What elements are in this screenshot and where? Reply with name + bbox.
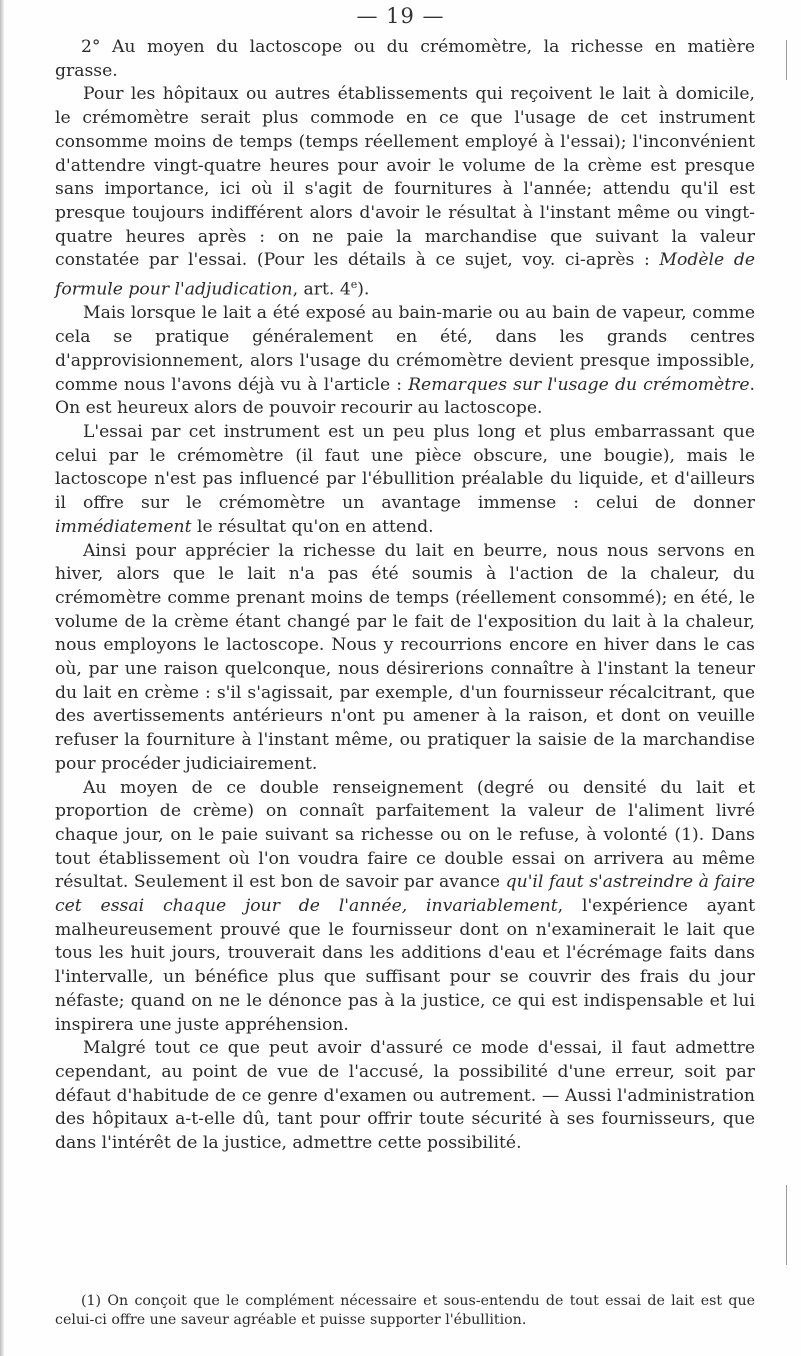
page-number: — 19 — — [356, 4, 445, 28]
paragraph-text: Mais lorsque le lait a été exposé au bain-marie ou au bain de vapeur, comme cela se pratique généralement en été, dans les grands centres d'approvisionnement, alors l'usage du crémomètre devient presque impossible, comme nous l'avons déjà vu à l'article : — [55, 303, 755, 395]
paragraph-text: Pour les hôpitaux ou autres établissements qui reçoivent le lait à domicile, le crémomètre serait plus commode en ce que l'usage de cet instrument consomme moins de temps (temps réellement employé à l'essai); l'inconvénient d'attendre vingt-quatre heures pour avoir le volume de la crème est presque sans importance, ici où il s'agit de fournitures à l'année; attendu qu'il est presque toujours indifférent alors d'avoir le résultat à l'instant même ou vingt-quatre heures après : on ne paie la marchandise que suivant la valeur constatée par l'essai. (Pour les détails à ce sujet, voy. ci-après : — [55, 84, 755, 271]
italic-text: Modèle de formule pour l'adjudication — [55, 250, 755, 300]
paragraph-text: ). — [357, 279, 370, 300]
paragraph-text: L'essai par cet instrument est un peu plus long et plus embarrassant que celui par le crémomètre (il faut une pièce obscure, une bougie), mais le lactoscope n'est pas influencé par l'ébullition préalable du liquide, et d'ailleurs il offre sur le crémomètre un avantage immense : celui de donner — [55, 421, 755, 514]
italic-text: Remarques sur l'usage du crémomètre — [408, 374, 750, 395]
italic-text: qu'il faut s'astreindre à faire cet essai chaque jour de l'année, invariablement — [55, 872, 755, 917]
paragraph — [55, 1037, 755, 1156]
paragraph — [55, 83, 755, 302]
paragraph-text: Ainsi pour apprécier la richesse du lait en beurre, nous nous servons en hiver, alors que le lait n'a pas été soumis à l'action de la chaleur, du crémomètre comme prenant moins de temps (réellement consommé); en été, le volume de la crème étant changé par le fait de l'exposition du lait à la chaleur, nous employons le lactoscope. Nous y recourrions encore en hiver dans le cas où, par une raison quelconque, nous désirerions connaître à l'instant la teneur du lait en crème : s'il s'agissait, par exemple, d'un fournisseur récalcitrant, que des avertissements antérieurs n'ont pu amener à la raison, et dont on veuille refuser la fourniture à l'instant même, ou pratiquer la saisie de la marchandise pour procéder judiciairement. — [55, 540, 755, 774]
paragraph-text: Au moyen de ce double renseignement (degré ou densité du lait et proportion de crème) on connaît parfaitement la valeur de l'aliment livré chaque jour, on le paie suivant sa richesse ou on le refuse, à volonté (1). Dans tout établissement où l'on voudra faire ce double essai on arrivera au même résultat. Seulement il est bon de savoir par avance — [55, 777, 755, 893]
paragraph-text: . On est heureux alors de pouvoir recourir au lactoscope. — [55, 374, 755, 419]
paragraph-text: 2° Au moyen du lactoscope ou du crémomètre, la richesse en matière grasse. — [55, 37, 755, 81]
paragraph-text: , l'expérience ayant malheureusement prouvé que le fournisseur dont on n'examinerait le lait que tous les huit jours, trouverait dans les additions d'eau et l'écrémage faits dans l'intervalle, un bénéfice plus que suffisant pour se couvrir des frais du jour néfaste; quand on ne le dénonce pas à la justice, ce qui est indispensable et lui inspirera une juste appréhension. — [55, 896, 755, 1035]
paragraph-text: e — [350, 278, 358, 292]
paragraph — [55, 36, 755, 83]
paragraph — [55, 540, 755, 777]
paragraph-text: Malgré tout ce que peut avoir d'assuré ce mode d'essai, il faut admettre cependant, au point de vue de l'accusé, la possibilité d'une erreur, soit par défaut d'habitude de ce genre d'examen ou autrement. — Aussi l'administration des hôpitaux a-t-elle dû, tant pour offrir toute sécurité à ses fournisseurs, que dans l'intérêt de la justice, admettre cette possibilité. — [55, 1038, 755, 1154]
margin-mark — [786, 1185, 787, 1265]
paragraph — [55, 777, 755, 1038]
paragraph — [55, 421, 755, 540]
footnote: (1) On conçoit que le complément nécessaire et sous-entendu de tout essai de lait est que celui-ci offre une saveur agréable et puisse supporter l'ébullition. — [55, 1293, 755, 1328]
page-gutter-shadow — [0, 0, 4, 1356]
paragraph-text: le résultat qu'on en attend. — [191, 516, 434, 537]
paragraph — [55, 302, 755, 421]
body-text — [55, 36, 755, 1156]
paragraph-text: , art. 4 — [292, 279, 351, 300]
italic-text: immédiatement — [55, 516, 192, 537]
margin-mark — [786, 40, 787, 80]
